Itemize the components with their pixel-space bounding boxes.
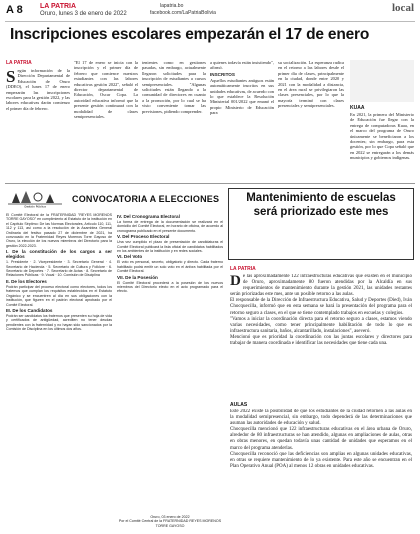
story2-drop-cap: D	[230, 274, 241, 289]
convocatoria-signature: Oruro, 03 enero de 2022 Por el Comité Central de la FRATERNIDAD REYES MORENOS TORRE GAYOSO	[118, 515, 222, 528]
kuaa-subhead: KUAA	[350, 105, 365, 111]
newspaper-name: LA PATRIA	[40, 3, 77, 10]
convocatoria-title: CONVOCATORIA A ELECCIONES	[72, 194, 220, 204]
page-number: A 8	[6, 4, 23, 16]
facebook-link[interactable]: facebook.com/LaPatriaBolivia	[150, 10, 216, 16]
aulas-subhead: AULAS	[230, 402, 248, 408]
story1-column-4: a quienes todavía están insistiendo", afirmó. INSCRITOS Aquellos estudiantes antiguos están automáticamente inscritos en sus unidades educativas, de acuerdo con lo que establece la Resolución Ministerial 001/2022 que emanó el propio Ministerio de Educación para	[210, 60, 274, 116]
website-link[interactable]: lapatria.bo	[160, 3, 184, 9]
story2-source-tag: LA PATRIA	[230, 266, 256, 272]
kuaa-photo	[350, 60, 414, 102]
story1-column-3: tenientes como en gestiones pasadas, sin embargo, actualmente llegaron solicitudes para la inscripción de estudiantes a cursos semipresenciales. "Algunas solicitudes están llegando a la comunidad de directores en cuanto a la promoción, por lo cual se ha visto conveniente tomar las previsiones, pidiendo comprender.	[142, 60, 206, 114]
header-divider	[5, 21, 415, 22]
section-divider	[5, 183, 415, 184]
publication-date: Oruro, lunes 3 de enero de 2022	[40, 11, 127, 17]
story1-source-tag: LA PATRIA	[6, 60, 32, 66]
section-label: local	[392, 2, 414, 14]
main-headline: Inscripciones escolares empezarán el 17 de enero	[10, 26, 370, 43]
story2-body-top: De las aproximadamente 122 infraestructuras educativas que existen en el municipio de Oruro, aproximadamente 80 fueron atendidas por la Alcaldía en sus requerimientos de mantenimiento durante la gestión 2021, las unidades restantes serán priorizadas este mes, ante un posible retorno a las aulas. El responsable de la Dirección de Infraestructura Educativa, Salud y Deportes (Died), Iván Chocquecilla, informó que en esta semana se hará la presentación del programa para el retorno seguro a clases, en el que se tiene contemplado trabajos en escuelas y colegios. "Vamos a iniciar la coordinación directa para el retorno seguro a clases, estamos viendo varias necesidades, como tener principalmente habilitación de todo lo que es infraestructura sanitaria, baños, alcantarillado, instalaciones", aseveró. Mencionó que es prioridad la coordinación con las juntas escolares y directores para trabajar de manera coordinada e identificar las necesidades que tiene cada una.	[230, 274, 412, 347]
convocatoria-column-2: IV. Del Cronograma Electoral La forma de entrega de la documentación se realizará en el domicilio del Comité Electoral, en horario de oficina, de acuerdo al cronograma publicado en el presente documento. V. Del Proceso Electoral Una vez cumplido el plazo de presentación de candidaturas el Comité Electoral publicará la lista oficial de candidatos habilitados en los ambientes de la institución y en redes sociales. VI. Del Voto El voto es personal, secreto, obligatorio y directo. Cada fraterno habilitado podrá emitir un solo voto en el ánfora habilitada por el Comité Electoral. VII. De la Posesión El Comité Electoral procederá a la posesión de los nuevos miembros del Directorio electo en el acto programado para el efecto.	[117, 214, 223, 294]
drop-cap: S	[6, 68, 16, 86]
fraternity-logo-icon	[6, 188, 64, 208]
inscritos-subhead: INSCRITOS	[210, 71, 235, 77]
story1-column-2: "El 17 de enero se inicia con la inscripción y el primer día de febrero que comience nuestros estudiantes con las labores educativas gestión 2022", señaló el director departamental de Educación, Oscar Copa. La autoridad educativa informó que la presente gestión continuará con la modalidad de clases semipresenciales.	[74, 60, 138, 120]
story2-body-bottom: Este 2022 existe la posibilidad de que los estudiantes de la ciudad retornen a las aulas en la modalidad semipresencial, sin embargo, todo dependerá de las determinaciones que asuman las autoridades de educación y salud. Chocquecilla mencionó que 122 infraestructuras educativas en el área urbana de Oruro, alrededor de 80 infraestructuras se han atendido, algunas en ampliaciones de aulas, otras en obras menores, en quedan todavía unas cantidad de unidades que esperamos en el marco del programa atenderlas. Chocquecilla reconoció que las deficiencias son amplias en algunas unidades educativas, en otras se requiere mantenimiento de lo ya existente. Para este año se encuentran en el Plan Operativo Anual (POA) al menos 12 obras en unidades educativas.	[230, 409, 412, 469]
logo-text: Gestión Pública	[24, 204, 46, 208]
story1-column-5: su socialización. La esperanza radica en el retorno a las labores desde el primer día de clases, principalmente en la ciudad, donde entre 2020 y 2021 con la modalidad a distancia, en el área rural se privilegiaron las clases presenciales, por lo que la mayoría terminó con clases presenciales y semipresenciales.	[278, 60, 344, 109]
story2-headline: Mantenimiento de escuelas será priorizado este mes	[246, 192, 396, 218]
kuaa-text: En 2021, la primera del Ministerio de Educación fue llegar con la entrega de computadoras Kuaa, en el marco del programa de Oruro únicamente se beneficiaron a los docentes; sin embargo, para esta gestión, por lo que Copa señaló que en 2022 se entregarán a los demás municipios y gobiernos indígenas.	[350, 112, 414, 161]
convocatoria-column-1: El Comité Electoral de la FRATERNIDAD "REYES MORENOS TORRE GAYOSO" en cumplimiento al Estatuto de la institución en el Capítulo Séptimo: De las Normas Electorales, Artículo 110, 111, 112 y 113, así como a la resolución de la Asamblea General Ordinaria del festivo pasado 27 de diciembre de 2021, ha convocado en la Fraternidad Reyes Morenos Torre Gayoso de Oruro, la elección de los nuevos miembros del Directorio para la gestión 2022-2023. I. De la constitución de los cargos a ser elegidos 1. Presidente · 2. Vicepresidente · 3. Secretario General · 4. Secretario de Hacienda · 5. Secretario de Cultura y Folklore · 6. Secretario de Deportes · 7. Secretario de Actas · 8. Secretario de Relaciones Públicas · 9. Vocal · 10. Comisión de Disciplina II. De los Electores Podrán participar del proceso electoral como electores, todos los fraternos que cumplan los requisitos establecidos en el Estatuto Orgánico y se encuentren al día en sus obligaciones con la institución, que figuren en el padrón electoral aprobado por el Comité Electoral. III. De los Candidatos Podrán ser candidatos los fraternos que presenten su hoja de vida y certificados de antigüedad, acrediten no tener deudas pendientes con la fraternidad y no hayan sido sancionados por la Comisión de Disciplina en los últimos dos años.	[6, 213, 112, 332]
story1-column-1: Según información de la Dirección Departamental de Educación de Oruro (DDEO), el lunes 17 de enero empezarán las inscripciones escolares para la gestión 2022, y las labores educativas darán comienzo el primer día de febrero.	[6, 68, 70, 111]
